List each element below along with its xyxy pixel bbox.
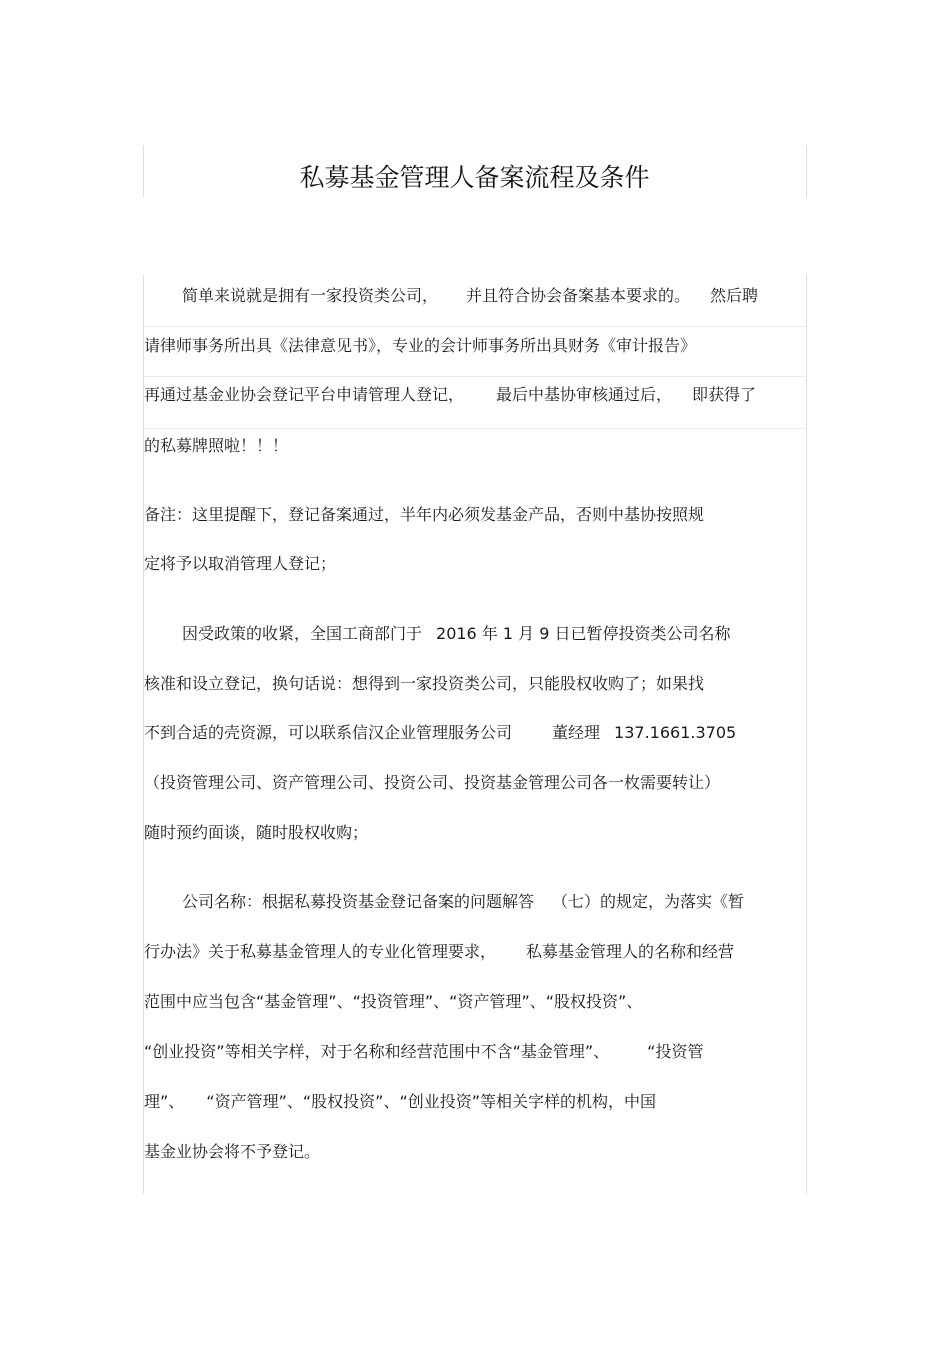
text-line [182, 286, 758, 306]
text-span: 范围中应当包含“基金管理”、“投资管理”、“资产管理”、“股权投资”、 [144, 992, 643, 1011]
text-line [144, 336, 696, 356]
text-line [144, 674, 704, 694]
text-span: “资产管理”、“股权投资”、“创业投资”等相关字样的机构，中国 [206, 1092, 657, 1111]
text-span: 因受政策的收紧，全国工商部门于 [182, 624, 423, 643]
contact-phone: 137.1661.3705 [614, 723, 737, 742]
text-span: 最后中基协审核通过后， [496, 385, 673, 404]
text-span: 即获得了 [692, 385, 757, 404]
frame-rule [143, 428, 806, 429]
text-line [144, 554, 336, 574]
text-span: 公司名称：根据私募投资基金登记备案的问题解答 [182, 892, 535, 911]
text-span: （投资管理公司、资产管理公司、投资公司、投资基金管理公司各一枚需要转让） [144, 773, 721, 792]
text-span: （七）的规定，为落实《暂 [552, 892, 745, 911]
text-span: 然后聘 [710, 286, 759, 305]
text-span: 的私募牌照啦！！！ [144, 436, 289, 455]
frame-rule [143, 376, 806, 377]
text-span: 随时预约面谈，随时股权收购； [144, 823, 369, 842]
text-span: 不到合适的壳资源，可以联系信汉企业管理服务公司 [144, 723, 513, 742]
text-span: 备注：这里提醒下，登记备案通过，半年内必须发基金产品，否则中基协按照规 [144, 505, 705, 524]
text-line [144, 1042, 703, 1062]
text-span: 董经理 [552, 723, 601, 742]
text-span: 请律师事务所出具《法律意见书》，专业的会计师事务所出具财务《审计报告》 [144, 336, 697, 355]
text-span: 私募基金管理人的名称和经营 [526, 942, 735, 961]
text-line [144, 823, 368, 843]
frame-right-body [806, 275, 807, 1193]
text-line [144, 773, 720, 793]
text-line [144, 1092, 656, 1112]
text-span: 定将予以取消管理人登记； [144, 554, 337, 573]
document-title: 私募基金管理人备案流程及条件 [299, 163, 650, 192]
text-span: 并且符合协会备案基本要求的。 [466, 286, 691, 305]
text-span: 基金业协会将不予登记。 [144, 1142, 321, 1161]
text-span: 理”、 [144, 1092, 185, 1111]
text-line [144, 992, 642, 1012]
text-line [144, 723, 736, 743]
text-line [144, 385, 756, 405]
frame-right-top [806, 145, 807, 197]
text-line [144, 505, 704, 525]
text-span: 核准和设立登记，换句话说：想得到一家投资类公司，只能股权收购了；如果找 [144, 674, 705, 693]
text-line [144, 942, 734, 962]
text-span: 再通过基金业协会登记平台申请管理人登记， [144, 385, 465, 404]
frame-rule [143, 326, 806, 327]
text-line [182, 624, 731, 644]
text-span: “创业投资”等相关字样，对于名称和经营范围中不含“基金管理”、 [144, 1042, 610, 1061]
text-span: 简单来说就是拥有一家投资类公司， [182, 286, 439, 305]
text-line [182, 892, 744, 912]
text-span: 2016 年 1 月 9 日已暂停投资类公司名称 [436, 624, 731, 643]
text-span: 行办法》关于私募基金管理人的专业化管理要求， [144, 942, 497, 961]
text-line [144, 1142, 320, 1162]
text-line [144, 436, 288, 456]
text-span: “投资管 [647, 1042, 704, 1061]
